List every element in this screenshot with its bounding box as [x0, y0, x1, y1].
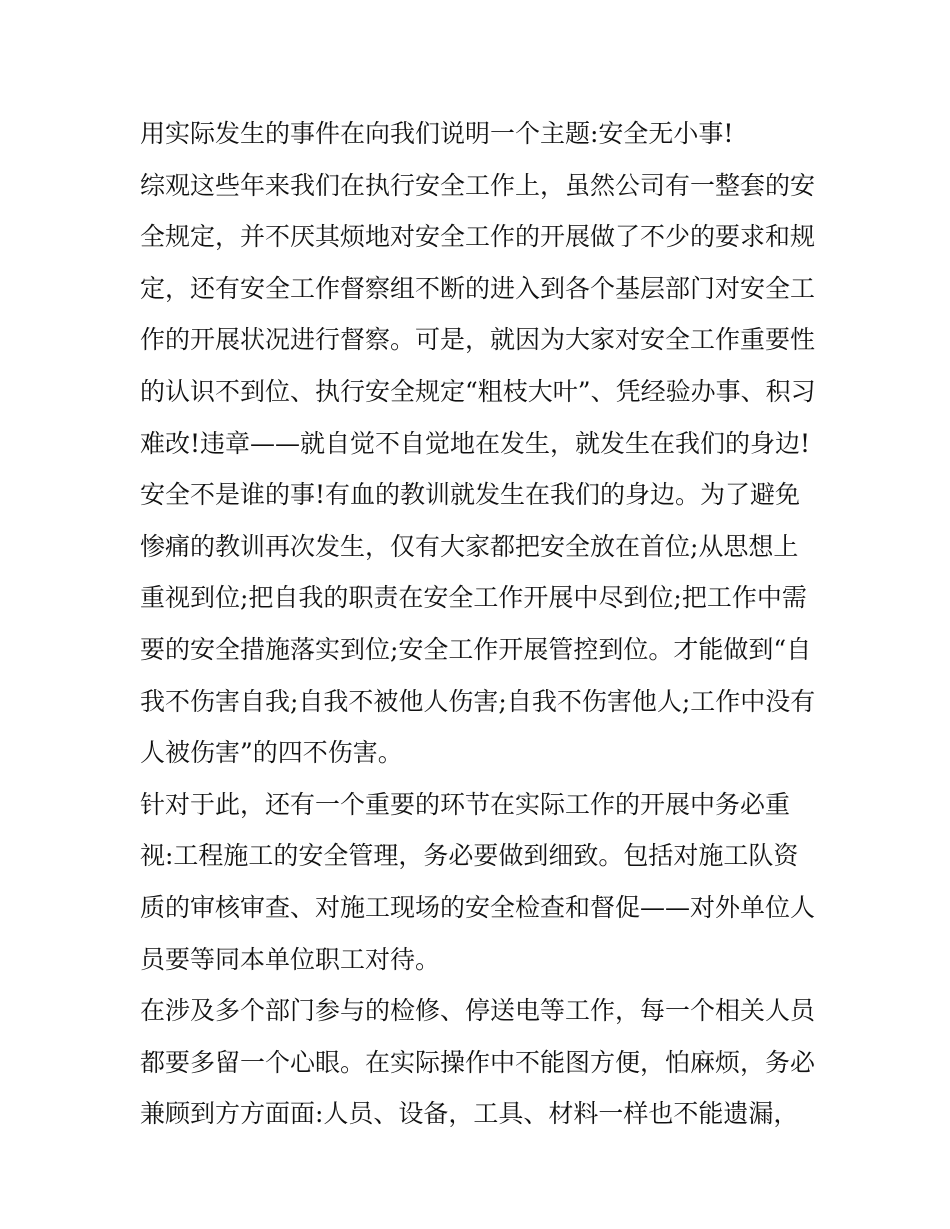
text-line: 安全不是谁的事!有血的教训就发生在我们的身边。为了避免 — [140, 480, 801, 510]
text-line: 质的审核审查、对施工现场的安全检查和督促——对外单位人 — [140, 892, 816, 922]
text-line: 都要多留一个心眼。在实际操作中不能图方便，怕麻烦，务必 — [140, 1047, 816, 1077]
text-line: 难改!违章——就自觉不自觉地在发生，就发生在我们的身边! — [140, 428, 811, 458]
text-line: 定，还有安全工作督察组不断的进入到各个基层部门对安全工 — [140, 273, 816, 303]
text-line: 人被伤害”的四不伤害。 — [140, 738, 403, 768]
text-line: 重视到位;把自我的职责在安全工作开展中尽到位;把工作中需 — [140, 583, 807, 613]
text-line: 全规定，并不厌其烦地对安全工作的开展做了不少的要求和规 — [140, 222, 816, 252]
text-line: 惨痛的教训再次发生，仅有大家都把安全放在首位;从思想上 — [140, 531, 799, 561]
text-line: 兼顾到方方面面:人员、设备，工具、材料一样也不能遗漏， — [140, 1099, 799, 1129]
text-line: 在涉及多个部门参与的检修、停送电等工作，每一个相关人员 — [140, 996, 816, 1026]
text-line: 作的开展状况进行督察。可是，就因为大家对安全工作重要性 — [140, 325, 816, 355]
text-line: 综观这些年来我们在执行安全工作上，虽然公司有一整套的安 — [140, 170, 816, 200]
text-line: 员要等同本单位职工对待。 — [140, 944, 441, 974]
text-line: 用实际发生的事件在向我们说明一个主题:安全无小事! — [140, 119, 734, 148]
text-line: 的认识不到位、执行安全规定“粗枝大叶”、凭经验办事、积习 — [140, 376, 816, 406]
text-line: 视:工程施工的安全管理，务必要做到细致。包括对施工队资 — [140, 841, 799, 871]
body-text — [140, 108, 820, 1140]
text-line: 我不伤害自我;自我不被他人伤害;自我不伤害他人;工作中没有 — [140, 686, 816, 716]
text-line: 针对于此，还有一个重要的环节在实际工作的开展中务必重 — [140, 789, 791, 819]
text-line: 要的安全措施落实到位;安全工作开展管控到位。才能做到“自 — [140, 634, 812, 664]
